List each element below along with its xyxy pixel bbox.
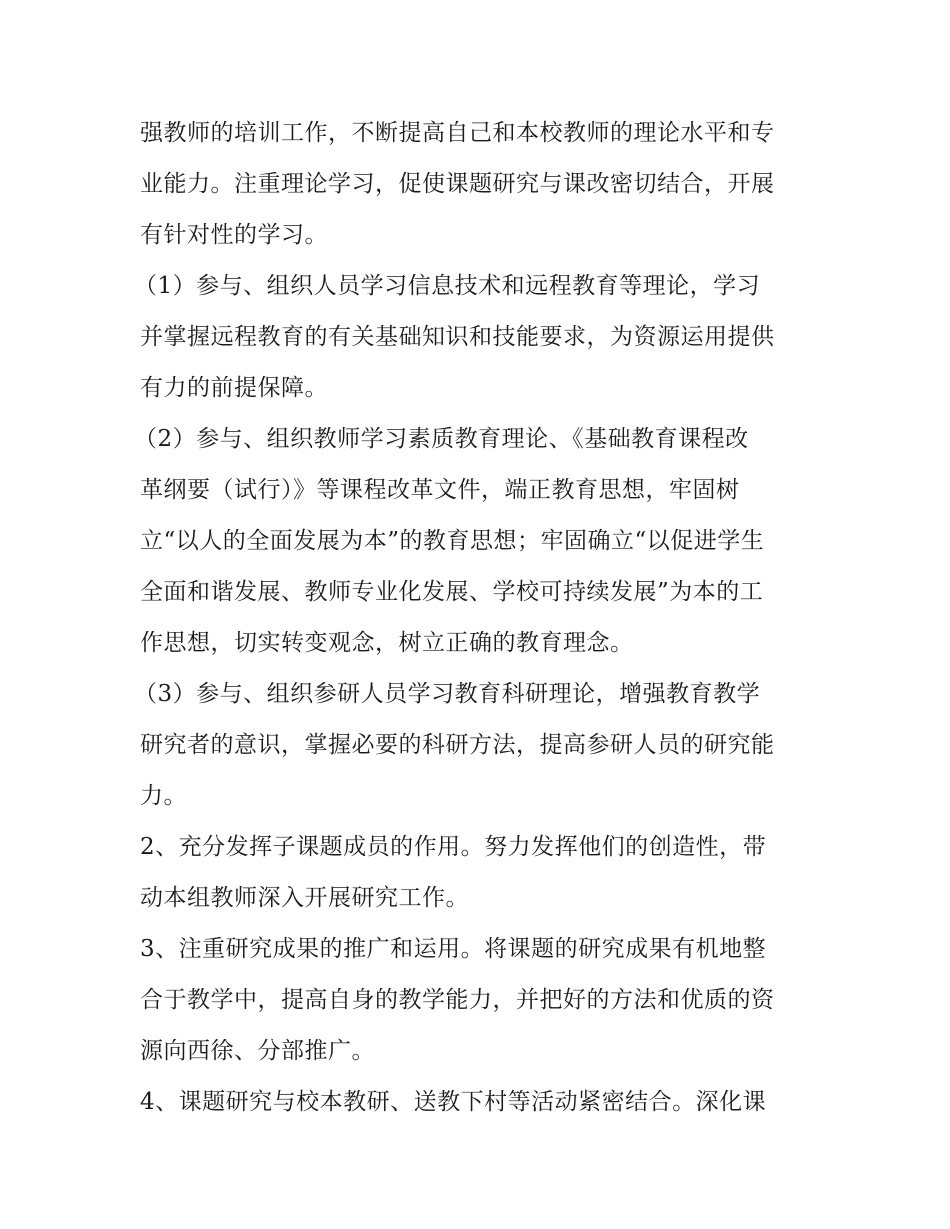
text-line: （2）参与、组织教师学习素质教育理论、《基础教育课程改 bbox=[134, 426, 749, 452]
text-line: 合于教学中，提高自身的教学能力，并把好的方法和优质的资 bbox=[140, 987, 775, 1013]
body-text bbox=[134, 108, 820, 1128]
text-line: 3、注重研究成果的推广和运用。将课题的研究成果有机地整 bbox=[140, 936, 767, 962]
text-line: 革纲要（试行）》等课程改革文件，端正教育思想，牢固树 bbox=[140, 477, 740, 503]
text-line: 有力的前提保障。 bbox=[140, 375, 328, 401]
text-line: 力。 bbox=[140, 783, 187, 809]
text-line: 作思想，切实转变观念，树立正确的教育理念。 bbox=[140, 630, 634, 656]
text-line: 全面和谐发展、教师专业化发展、学校可持续发展”为本的工 bbox=[140, 579, 764, 605]
text-line: 研究者的意识，掌握必要的科研方法，提高参研人员的研究能 bbox=[140, 732, 775, 758]
text-line: 2、充分发挥子课题成员的作用。努力发挥他们的创造性，带 bbox=[140, 834, 767, 860]
text-line: 并掌握远程教育的有关基础知识和技能要求，为资源运用提供 bbox=[140, 324, 775, 350]
text-line: 源向西徐、分部推广。 bbox=[140, 1038, 375, 1064]
text-line: 立“以人的全面发展为本”的教育思想；牢固确立“以促进学生 bbox=[140, 528, 765, 554]
text-line: 业能力。注重理论学习，促使课题研究与课改密切结合，开展 bbox=[140, 171, 775, 197]
text-line: 动本组教师深入开展研究工作。 bbox=[140, 885, 469, 911]
text-line: 强教师的培训工作，不断提高自己和本校教师的理论水平和专 bbox=[140, 120, 775, 146]
text-line: （3）参与、组织参研人员学习教育科研理论，增强教育教学 bbox=[134, 681, 761, 707]
text-line: 4、课题研究与校本教研、送教下村等活动紧密结合。深化课 bbox=[140, 1089, 767, 1115]
text-line: 有针对性的学习。 bbox=[140, 222, 328, 248]
text-line: （1）参与、组织人员学习信息技术和远程教育等理论，学习 bbox=[134, 273, 761, 299]
